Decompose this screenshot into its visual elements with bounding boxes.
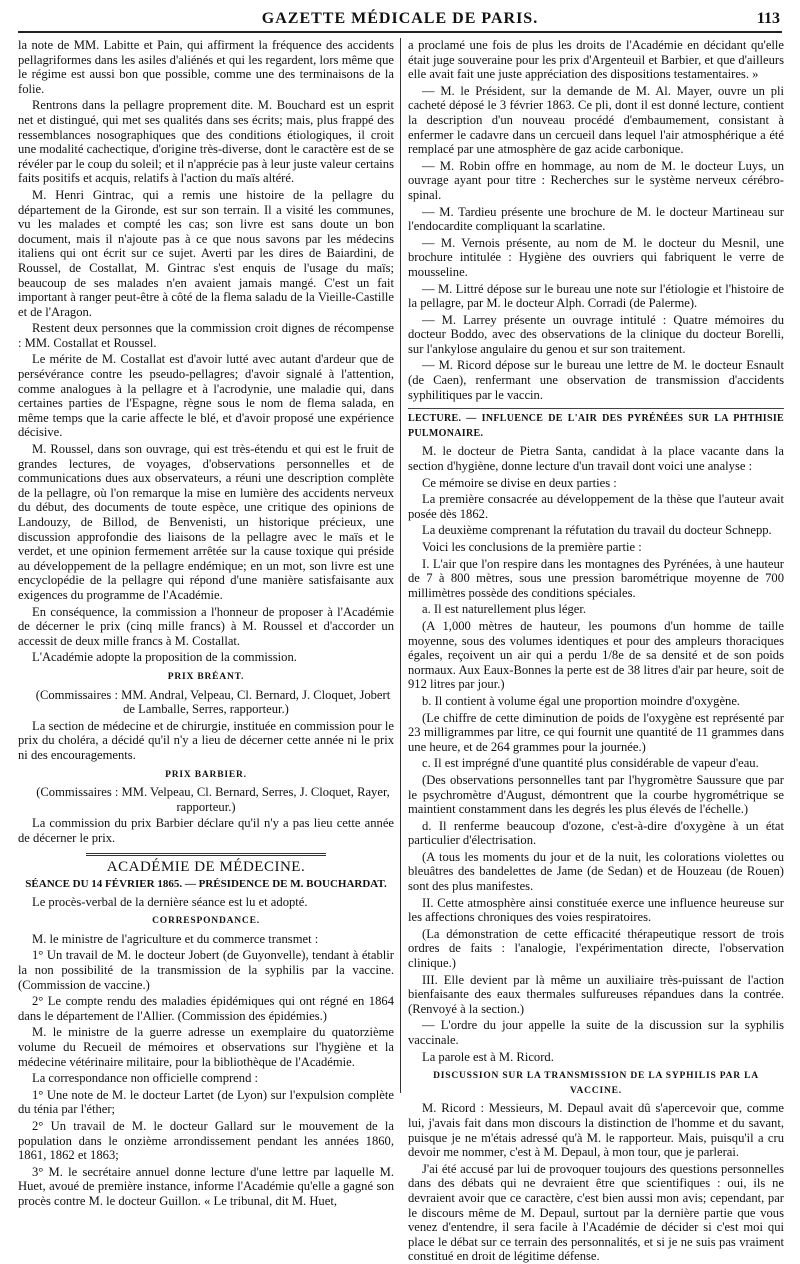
- prix-breant-heading: PRIX BRÉANT.: [167, 671, 245, 682]
- list-item: 2° Le compte rendu des maladies épidémiques qui ont régné en 1864 dans le département de l'Allier. (Commission des épidémies.): [18, 994, 394, 1023]
- page-number: 113: [756, 10, 780, 27]
- paragraph: La deuxième comprenant la réfutation du travail du docteur Schnepp.: [422, 523, 772, 538]
- paragraph: c. Il est imprégné d'une quantité plus considérable de vapeur d'eau.: [422, 756, 759, 771]
- right-column: [408, 38, 784, 1264]
- prix-barbier-heading: PRIX BARBIER.: [165, 769, 247, 780]
- seance-line: SÉANCE DU 14 FÉVRIER 1865. — PRÉSIDENCE DE M. BOUCHARDAT.: [25, 878, 387, 891]
- paragraph: d. Il renferme beaucoup d'ozone, c'est-à-dire d'oxygène à un état particulier d'électrisation.: [408, 818, 784, 848]
- paragraph: II. Cette atmosphère ainsi constituée exerce une influence heureuse sur les affections chroniques des voies respiratoires.: [408, 895, 784, 925]
- paragraph: M. le ministre de l'agriculture et du commerce transmet :: [32, 931, 319, 946]
- academie-title: ACADÉMIE DE MÉDECINE.: [106, 859, 306, 876]
- header-rule: [18, 31, 782, 33]
- paragraph: L'Académie adopte la proposition de la commission.: [32, 650, 297, 665]
- paragraph: — M. le Président, sur la demande de M. Al. Mayer, ouvre un pli cacheté déposé le 3 février 1863. Ce pli, dont il est donné lecture, contient la description d'un nouveau procédé d'embaumement, consistant à enfermer le cadavre dans un cercueil dans lequel l'air atmosphérique a été remplacé par une atmosphère de gaz acide carbonique.: [408, 83, 784, 157]
- list-item: 2° Un travail de M. le docteur Gallard sur le mouvement de la population dans le onzième arrondissement pendant les années 1860, 1861, 1862 et 1863;: [18, 1118, 394, 1163]
- paragraph: (Le chiffre de cette diminution de poids de l'oxygène est représenté par 23 milligrammes par litre, ce qui fournit une quantité de 11 grammes dans une heure, et de 264 grammes pour la journée.): [408, 710, 784, 754]
- paragraph: (La démonstration de cette efficacité thérapeutique ressort de trois ordres de faits : l'analogie, l'expérimentation directe, l'observation clinique.): [408, 926, 784, 971]
- paragraph: a proclamé une fois de plus les droits de l'Académie en décidant qu'elle était juge souveraine pour les prix d'Argenteuil et Barbier, et que d'ailleurs elle avait fait une juste appréciation des dispositions testamentaires. »: [408, 38, 784, 82]
- list-item: 3° M. le secrétaire annuel donne lecture d'une lettre par laquelle M. Huet, avoué de première instance, informe l'Académie qu'elle a gagné son procès contre M. le docteur Guillon. « Le tribunal, dit M. Huet,: [18, 1164, 394, 1208]
- paragraph: M. le docteur de Pietra Santa, candidat à la place vacante dans la section d'hygiène, donne lecture d'un travail dont voici une analyse :: [408, 444, 784, 474]
- paragraph: — L'ordre du jour appelle la suite de la discussion sur la syphilis vaccinale.: [408, 1018, 784, 1047]
- paragraph: b. Il contient à volume égal une proportion moindre d'oxygène.: [422, 693, 741, 708]
- lecture-heading: LECTURE. — INFLUENCE DE L'AIR DES PYRÉNÉES SUR LA PHTHISIE PULMONAIRE.: [408, 408, 784, 441]
- paragraph: — M. Ricord dépose sur le bureau une lettre de M. le docteur Esnault (de Caen), renfermant une observation de transmission d'accidents syphilitiques par le vaccin.: [408, 358, 784, 402]
- paragraph: Le mérite de M. Costallat est d'avoir lutté avec autant d'ardeur que de persévérance contre les pseudo-pellagres; d'avoir signalé à l'attention, comme analogues à la pellagre et à l'acrodynie, une maladie qui, dans certaines parties de l'Espagne, règne sous le nom de flema salada, en même temps que la carie affecte le blé, et d'avoir proposé une expérience décisive.: [18, 352, 394, 440]
- paragraph: — M. Vernois présente, au nom de M. le docteur du Mesnil, une brochure intitulée : Hygiène des ouvriers qui fabriquent le verre de mousseline.: [408, 235, 784, 279]
- section-rule: [86, 853, 326, 856]
- paragraph: M. Roussel, dans son ouvrage, qui est très-étendu et qui est le fruit de grandes lectures, de voyages, d'observations personnelles et de communications dues aux observateurs, a réuni une description complète de la pellagre, où l'on remarque la mise en lumière des accidents nerveux du début, des documents de toute espèce, une critique des opinions de Landouzy, de Billod, de Benvenisti, un historique précieux, une discussion approfondie des liaisons de la pellagre avec le maïs et le verdet, et une opinion fermement arrêtée sur la cause toxique qui préside au développement de la pellagre endémique; en un mot, son livre est une encyclopédie de la pellagre qui répond d'une manière satisfaisante aux exigences du programme de l'Académie.: [18, 442, 394, 602]
- paragraph: En conséquence, la commission a l'honneur de proposer à l'Académie de décerner le prix (cinq mille francs) à M. Roussel et d'accorder un accessit de deux mille francs à M. Costallat.: [18, 604, 394, 648]
- correspondance-heading: CORRESPONDANCE.: [152, 916, 260, 927]
- paragraph: M. Henri Gintrac, qui a remis une histoire de la pellagre du département de la Gironde, est sur son terrain. Il a visité les communes, vu les malades et compté les cas; son livre est sans doute un bon document, mais il n'ajoute pas à ce que nous savons par les médecins italiens qui ont écrit sur ce sujet. Averti par les dires de Baiardini, de Roussel, de Costallat, M. Gintrac s'est enquis de l'usage du maïs; beaucoup de ses malades n'en avaient jamais mangé. C'est un fait important à ranger peut-être à côté de la flema saladu de la Vieille-Castille et de l'Aragon.: [18, 187, 394, 319]
- list-item: 1° Une note de M. le docteur Lartet (de Lyon) sur l'expulsion complète du ténia par l'éther;: [18, 1087, 394, 1117]
- paragraph: La parole est à M. Ricord.: [422, 1049, 554, 1064]
- paragraph: la note de MM. Labitte et Pain, qui affirment la fréquence des accidents pellagriformes dans les asiles d'aliénés et qui les regardent, lors même que le régime est aussi bon que possible, comme une des terminaisons de la folie.: [18, 38, 394, 96]
- paragraph: La première consacrée au développement de la thèse que l'auteur avait posée dès 1862.: [408, 492, 784, 521]
- paragraph: — M. Littré dépose sur le bureau une note sur l'étiologie et l'histoire de la pellagre, par M. le docteur Alph. Corradi (de Palerme).: [408, 281, 784, 311]
- discussion-heading: DISCUSSION SUR LA TRANSMISSION DE LA SYPHILIS PAR LA VACCINE.: [433, 1071, 759, 1096]
- paragraph: M. Ricord : Messieurs, M. Depaul avait dû s'apercevoir que, comme lui, j'avais fait dans mon discours la distinction de l'homme et du savant, puisque je ne m'étais adressé qu'à M. le rapporteur. Mais, puisqu'il a cru devoir me nommer, c'est à M. Depaul, à mon tour, que je parlerai.: [408, 1101, 784, 1160]
- list-item: 1° Un travail de M. le docteur Jobert (de Guyonvelle), tendant à établir la non possibilité de la transmission de la syphilis par la vaccine. (Commission de vaccine.): [18, 948, 394, 992]
- paragraph: Rentrons dans la pellagre proprement dite. M. Bouchard est un esprit net et distingué, qui met ses qualités dans ses écrits; mais, plus frappé des ressemblances nosographiques que des conditions étiologiques, il croit une modalité cachectique, d'origine très-diverse, dont le caractère est de se révéler par le coup du soleil; et il n'apprécie pas à leur juste valeur certains faits positifs et acquis, relatifs à l'action du maïs altéré.: [18, 98, 394, 186]
- commission-list: (Commissaires : MM. Andral, Velpeau, Cl. Bernard, J. Cloquet, Jobert de Lamballe, Serres, rapporteur.): [35, 687, 391, 717]
- paragraph: M. le ministre de la guerre adresse un exemplaire du quatorzième volume du Recueil de mémoires et observations sur l'hygiène et la médecine vétérinaire militaire, pour la bibliothèque de l'Académie.: [18, 1025, 394, 1069]
- paragraph: III. Elle devient par là même un auxiliaire très-puissant de l'action bienfaisante des eaux thermales sulfureuses répandues dans la contrée. (Renvoyé à la section.): [408, 972, 784, 1016]
- paragraph: (A tous les moments du jour et de la nuit, les colorations violettes ou bleuâtres des bandelettes de Jame (de Sedan) et de Houzeau (de Rouen) sont des plus manifestes.: [408, 849, 784, 894]
- column-divider: [400, 38, 401, 1093]
- left-column: [18, 38, 394, 1208]
- paragraph: J'ai été accusé par lui de provoquer toujours des questions personnelles dans des débats qui ne devraient être que scientifiques : oui, ils ne devraient avoir que ce caractère, c'est bien aussi mon avis; cependant, par le discours même de M. Depaul, surtout par la dernière partie que vous venez d'entendre, il sera facile à l'Académie de décider si c'est moi qui place le débat sur ce terrain des personnalités, et si je ne suis pas vraiment constitué en droit de légitime défense.: [408, 1161, 784, 1264]
- paragraph: Ce mémoire se divise en deux parties :: [422, 475, 617, 490]
- paragraph: — M. Tardieu présente une brochure de M. le docteur Martineau sur l'endocardite compliquant la scarlatine.: [408, 204, 784, 234]
- paragraph: Le procès-verbal de la dernière séance est lu et adopté.: [32, 894, 308, 909]
- paragraph: Voici les conclusions de la première partie :: [422, 540, 642, 554]
- paragraph: La correspondance non officielle comprend :: [32, 1071, 259, 1086]
- paragraph: Restent deux personnes que la commission croit dignes de récompense : MM. Costallat et Roussel.: [18, 321, 394, 350]
- commission-list: (Commissaires : MM. Velpeau, Cl. Bernard, Serres, J. Cloquet, Rayer, rapporteur.): [36, 785, 390, 814]
- paragraph: a. Il est naturellement plus léger.: [422, 602, 587, 617]
- paragraph: — M. Larrey présente un ouvrage intitulé : Quatre mémoires du docteur Boddo, avec des observations de la clinique du docteur Borelli, sur l'ankylose angulaire du genou et sur son traitement.: [408, 312, 784, 356]
- paragraph: I. L'air que l'on respire dans les montagnes des Pyrénées, à une hauteur de 7 à 800 mètres, sous une pression barométrique moyenne de 700 millimètres possède des conditions spéciales.: [408, 556, 784, 600]
- paragraph: — M. Robin offre en hommage, au nom de M. le docteur Luys, un ouvrage ayant pour titre : Recherches sur le système nerveux cérébro-spinal.: [408, 158, 784, 202]
- paragraph: (Des observations personnelles tant par l'hygromètre Saussure que par le psychromètre d'August, démontrent que la courbe hygrométrique se maintient constamment dans les degrés les plus élevés de l'échelle.): [408, 772, 784, 817]
- paragraph: (A 1,000 mètres de hauteur, les poumons d'un homme de taille moyenne, sous des volumes identiques et pour des ampleurs thoraciques égales, reçoivent un air qui a perdu 1/8e de sa densité et de son poids normaux. Aux Eaux-Bonnes la perte est de 38 litres d'air par heure, soit de 912 litres par jour.): [408, 618, 784, 692]
- paragraph: La section de médecine et de chirurgie, instituée en commission pour le prix du choléra, a décidé qu'il n'y a lieu de décerner cette année ni le prix ni des encouragements.: [18, 718, 394, 762]
- journal-title: GAZETTE MÉDICALE DE PARIS.: [261, 10, 539, 27]
- paragraph: La commission du prix Barbier déclare qu'il n'y a pas lieu cette année de décerner le prix.: [18, 816, 394, 845]
